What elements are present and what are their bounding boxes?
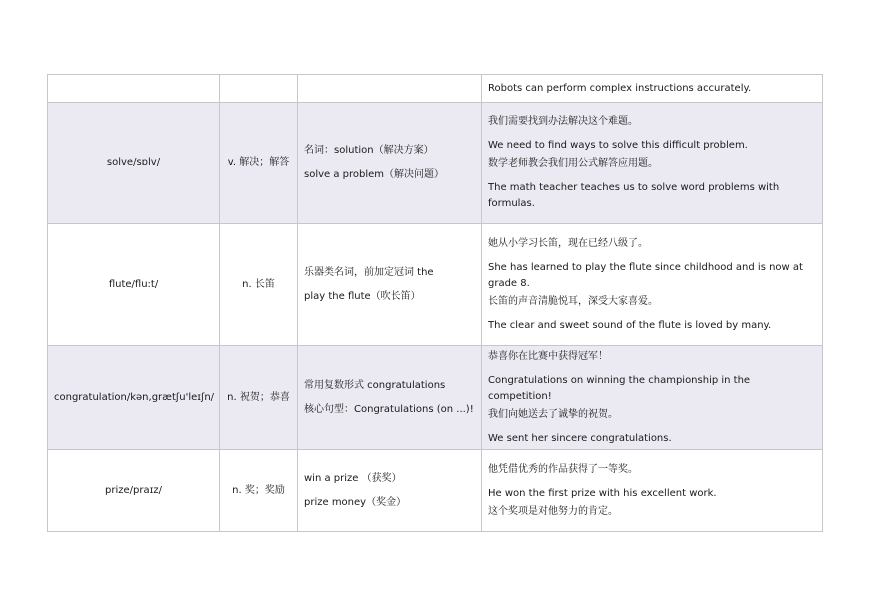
example-sentence-en: The clear and sweet sound of the flute is loved by many. [488, 319, 772, 331]
example-sentence-en: She has learned to play the flute since childhood and is now at grade 8. [488, 261, 803, 289]
word-cell [48, 346, 220, 450]
usage-cell [298, 103, 482, 224]
example-sentence-en: We need to find ways to solve this difficult problem. [488, 140, 748, 151]
table-row [48, 103, 823, 224]
part-of-speech: n. 长笛 [242, 278, 275, 290]
example-sentence-cn: 他凭借优秀的作品获得了一等奖。 [488, 463, 638, 475]
usage-note: solve a problem（解决问题） [304, 169, 445, 180]
example-sentence-en: We sent her sincere congratulations. [488, 432, 672, 444]
part-of-speech: n. 祝贺；恭喜 [227, 391, 290, 403]
headword: flute/flu:t/ [108, 278, 159, 290]
headword: solve/sɒlv/ [106, 157, 161, 168]
part-of-speech-cell [220, 346, 298, 450]
example-sentence-cn: 我们需要找到办法解决这个难题。 [488, 116, 638, 127]
word-cell [48, 103, 220, 224]
example-sentence-en: He won the first prize with his excellent work. [488, 487, 717, 499]
part-of-speech-cell [220, 224, 298, 346]
table-row [48, 224, 823, 346]
usage-note: win a prize （获奖） [304, 472, 402, 484]
headword: prize/praɪz/ [105, 484, 162, 496]
example-sentence-cn: 我们向她送去了诚挚的祝贺。 [488, 408, 618, 420]
usage-note: 名词：solution（解决方案） [304, 145, 434, 156]
headword: congratulation/kən,grætʃu'leɪʃn/ [54, 391, 215, 403]
example-sentence-cn: 她从小学习长笛，现在已经八级了。 [488, 237, 648, 249]
vocabulary-table [47, 74, 823, 532]
part-of-speech-cell [220, 103, 298, 224]
part-of-speech: n. 奖；奖励 [232, 484, 285, 496]
table-row [48, 346, 823, 450]
examples-cell [482, 103, 823, 224]
example-sentence-en: Congratulations on winning the championship in the competition! [488, 374, 751, 402]
example-sentence-cn: 这个奖项是对他努力的肯定。 [488, 505, 618, 517]
usage-cell [298, 75, 482, 103]
part-of-speech-cell [220, 75, 298, 103]
example-sentence-en: The math teacher teaches us to solve word problems with formulas. [488, 182, 780, 209]
usage-cell [298, 450, 482, 532]
usage-note: 常用复数形式 congratulations [304, 379, 446, 391]
usage-note: 核心句型：Congratulations (on ...)! [304, 403, 474, 415]
example-sentence-cn: 数学老师教会我们用公式解答应用题。 [488, 158, 658, 169]
table-row [48, 75, 823, 103]
table-row [48, 450, 823, 532]
usage-cell [298, 346, 482, 450]
word-cell [48, 224, 220, 346]
examples-cell [482, 224, 823, 346]
usage-note: 乐器类名词，前加定冠词 the [304, 266, 434, 278]
word-cell [48, 75, 220, 103]
examples-cell [482, 346, 823, 450]
example-sentence-cn: 长笛的声音清脆悦耳，深受大家喜爱。 [488, 295, 658, 307]
example-sentence-cn: 恭喜你在比赛中获得冠军！ [488, 350, 608, 362]
part-of-speech-cell [220, 450, 298, 532]
usage-note: play the flute（吹长笛） [304, 290, 421, 302]
word-cell [48, 450, 220, 532]
examples-cell [482, 75, 823, 103]
part-of-speech: v. 解决；解答 [227, 157, 290, 168]
example-sentence: Robots can perform complex instructions accurately. [488, 82, 752, 94]
examples-cell [482, 450, 823, 532]
usage-cell [298, 224, 482, 346]
usage-note: prize money（奖金） [304, 496, 407, 508]
